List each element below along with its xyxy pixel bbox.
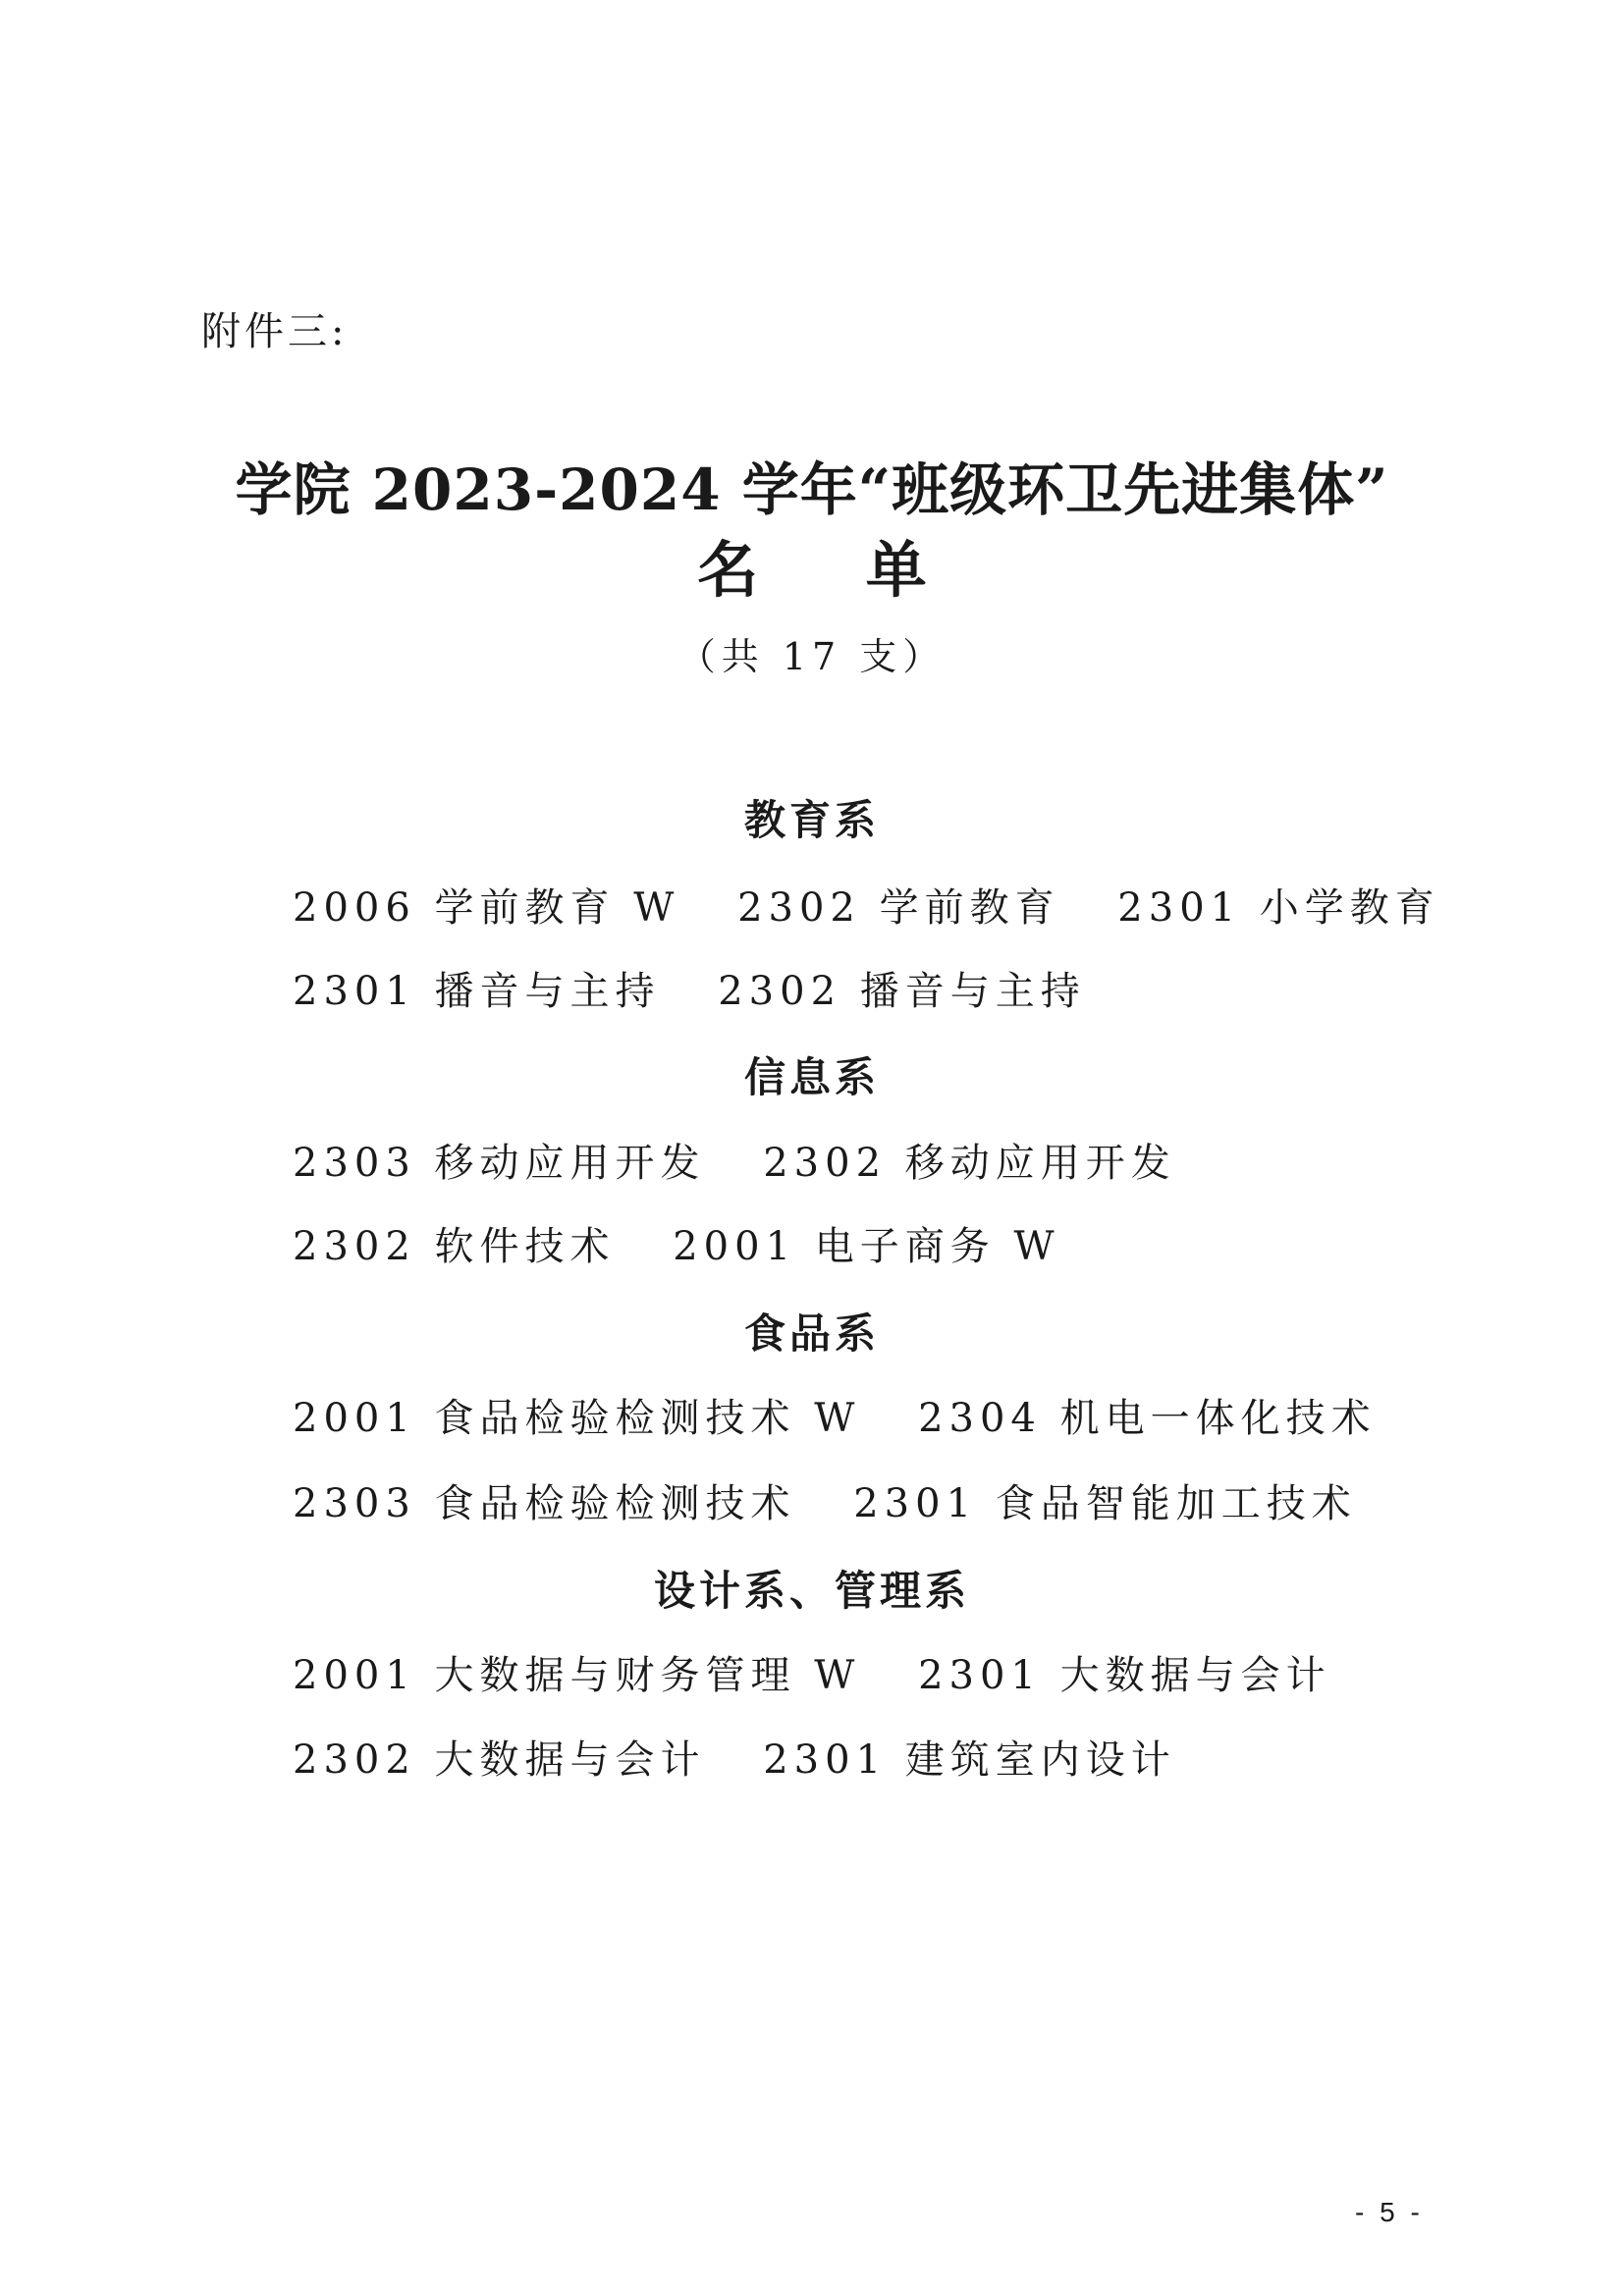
class-list-line	[293, 1224, 1100, 1269]
class-list-line	[293, 1653, 1371, 1698]
class-entry: 2001 食品检验检测技术 W	[293, 1396, 861, 1441]
class-entry: 2303 食品检验检测技术	[293, 1481, 796, 1526]
class-entry: 2302 软件技术	[293, 1224, 616, 1269]
attachment-label: 附件三:	[201, 309, 349, 354]
class-entry: 2302 播音与主持	[718, 969, 1086, 1014]
class-entry: 2302 移动应用开发	[763, 1141, 1176, 1186]
class-entry: 2304 机电一体化技术	[918, 1396, 1377, 1441]
class-list-line	[293, 885, 1480, 931]
dept-heading-education: 教育系	[743, 796, 880, 844]
class-entry: 2301 建筑室内设计	[763, 1737, 1176, 1783]
class-entry: 2301 小学教育	[1117, 885, 1440, 931]
class-list-line	[293, 969, 1125, 1014]
class-list-line	[293, 1396, 1416, 1441]
class-entry: 2001 电子商务 W	[673, 1224, 1060, 1269]
class-entry: 2001 大数据与财务管理 W	[293, 1653, 861, 1698]
class-entry: 2301 大数据与会计	[918, 1653, 1331, 1698]
class-entry: 2302 学前教育	[737, 885, 1060, 931]
page-title: 学院 2023-2024 学年“班级环卫先进集体”	[235, 456, 1389, 523]
dept-heading-information: 信息系	[743, 1053, 880, 1101]
dept-heading-design-management: 设计系、管理系	[653, 1567, 970, 1615]
class-list-line	[293, 1737, 1216, 1783]
page-subtitle: 名 单	[697, 534, 970, 606]
class-entry: 2302 大数据与会计	[293, 1737, 706, 1783]
dept-heading-food: 食品系	[743, 1309, 880, 1358]
class-entry: 2303 移动应用开发	[293, 1141, 706, 1186]
class-list-line	[293, 1141, 1216, 1186]
class-entry: 2301 播音与主持	[293, 969, 661, 1014]
count-note: （共 17 支）	[677, 635, 947, 678]
class-list-line	[293, 1481, 1396, 1526]
page-number: - 5 -	[1355, 2197, 1424, 2227]
class-entry: 2301 食品智能加工技术	[853, 1481, 1357, 1526]
class-entry: 2006 学前教育 W	[293, 885, 680, 931]
